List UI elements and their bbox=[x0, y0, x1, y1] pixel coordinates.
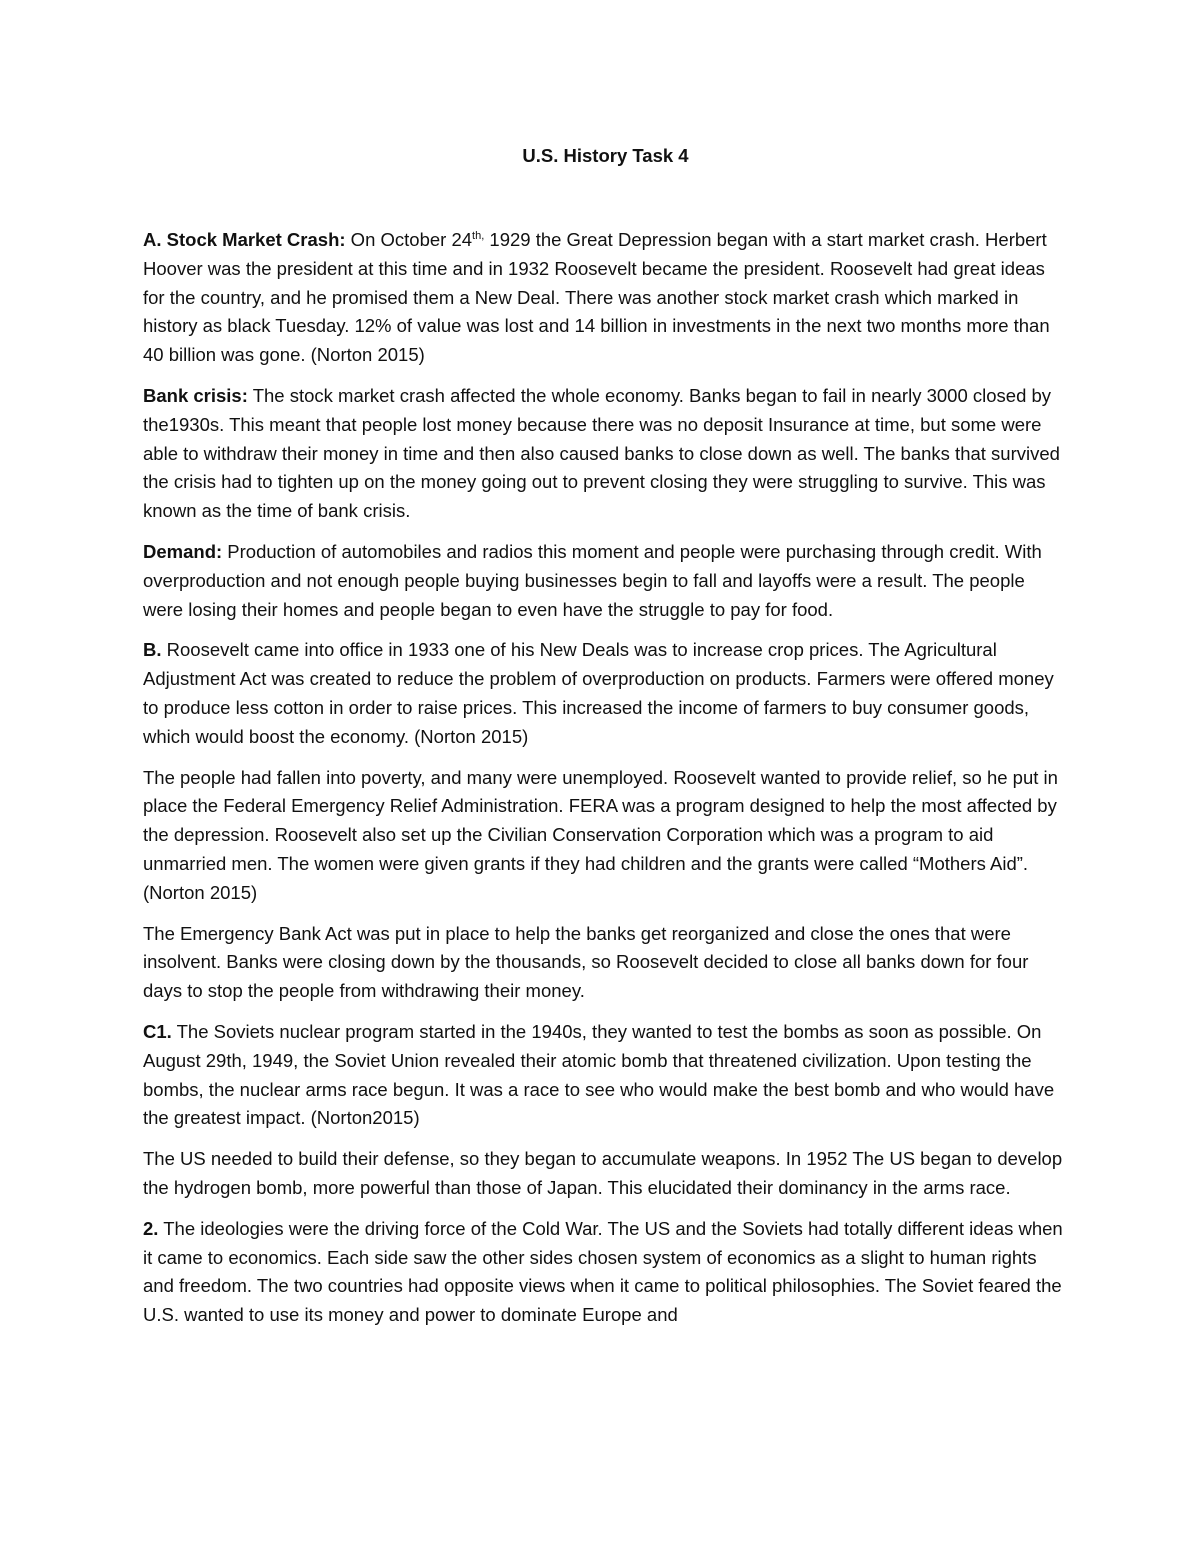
paragraph-label: A. Stock Market Crash: bbox=[143, 229, 346, 250]
document-body bbox=[143, 142, 1068, 1342]
paragraph-section-2 bbox=[143, 1215, 1068, 1330]
paragraph-text: The Soviets nuclear program started in the 1940s, they wanted to test the bombs as soon as possible. On August 29th, 1949, the Soviet Union revealed their atomic bomb that threatened civilization. Upon testing the bombs, the nuclear arms race begun. It was a race to see who would make the best bomb and who would have the greatest impact. (Norton2015) bbox=[143, 1020, 1055, 1129]
document-title: U.S. History Task 4 bbox=[522, 145, 689, 166]
paragraph-text: The people had fallen into poverty, and many were unemployed. Roosevelt wanted to provide relief, so he put in place the Federal Emergency Relief Administration. FERA was a program designed to help the most affected by the depression. Roosevelt also set up the Civilian Conservation Corporation which was a program to aid unmarried men. The women were given grants if they had children and the grants were called “Mothers Aid”. (Norton 2015) bbox=[143, 766, 1058, 903]
paragraph-bank-crisis bbox=[143, 382, 1068, 526]
paragraph-label: Demand: bbox=[143, 540, 223, 562]
paragraph-emergency-bank-act bbox=[143, 920, 1068, 1006]
paragraph-label: B. bbox=[143, 639, 162, 661]
paragraph-section-b bbox=[143, 636, 1068, 751]
paragraph-text: Roosevelt came into office in 1933 one of his New Deals was to increase crop prices. The Agricultural Adjustment Act was created to reduce the problem of overproduction on products. Farmers were offered money to produce less cotton in order to raise prices. This increased the income of farmers to buy consumer goods, which would boost the economy. (Norton 2015) bbox=[143, 639, 1054, 747]
paragraph-text: The US needed to build their defense, so they began to accumulate weapons. In 1952 The US began to develop the hydrogen bomb, more powerful than those of Japan. This elucidated their dominancy in the arms race. bbox=[143, 1148, 1063, 1198]
paragraph-text: The Emergency Bank Act was put in place to help the banks get reorganized and close the ones that were insolvent. Banks were closing down by the thousands, so Roosevelt decided to close all banks down for four days to stop the people from withdrawing their money. bbox=[143, 922, 1029, 1002]
paragraph-stock-market-crash bbox=[143, 226, 1068, 370]
paragraph-section-c1 bbox=[143, 1018, 1068, 1133]
paragraph-us-defense bbox=[143, 1145, 1068, 1203]
paragraph-text: The stock market crash affected the whole economy. Banks began to fail in nearly 3000 closed by the1930s. This meant that people lost money because there was no deposit Insurance at time, but some were able to withdraw their money in time and then also caused banks to close down as well. The banks that survived the crisis had to tighten up on the money going out to prevent closing they were struggling to survive. This was known as the time of bank crisis. bbox=[143, 384, 1060, 522]
paragraph-relief bbox=[143, 764, 1068, 908]
paragraph-label: Bank crisis: bbox=[143, 384, 248, 406]
paragraph-text: On October 24 bbox=[345, 229, 473, 250]
paragraph-label: 2. bbox=[143, 1217, 159, 1239]
ordinal-superscript: th, bbox=[472, 229, 485, 242]
paragraph-label: C1. bbox=[143, 1020, 172, 1042]
paragraph-text: The ideologies were the driving force of the Cold War. The US and the Soviets had totally different ideas when it came to economics. Each side saw the other sides chosen system of economics as a slight to human rights and freedom. The two countries had opposite views when it came to political philosophies. The Soviet feared the U.S. wanted to use its money and power to dominate Europe and bbox=[143, 1217, 1063, 1326]
paragraph-text: Production of automobiles and radios this moment and people were purchasing through credit. With overproduction and not enough people buying businesses begin to fall and layoffs were a result. The people were losing their homes and people began to even have the struggle to pay for food. bbox=[143, 540, 1042, 620]
paragraph-text: 1929 the Great Depression began with a start market crash. Herbert Hoover was the president at this time and in 1932 Roosevelt became the president. Roosevelt had great ideas for the country, and he promised them a New Deal. There was another stock market crash which marked in history as black Tuesday. 12% of value was lost and 14 billion in investments in the next two months more than 40 billion was gone. (Norton 2015) bbox=[143, 229, 1050, 366]
paragraph-demand bbox=[143, 538, 1068, 624]
